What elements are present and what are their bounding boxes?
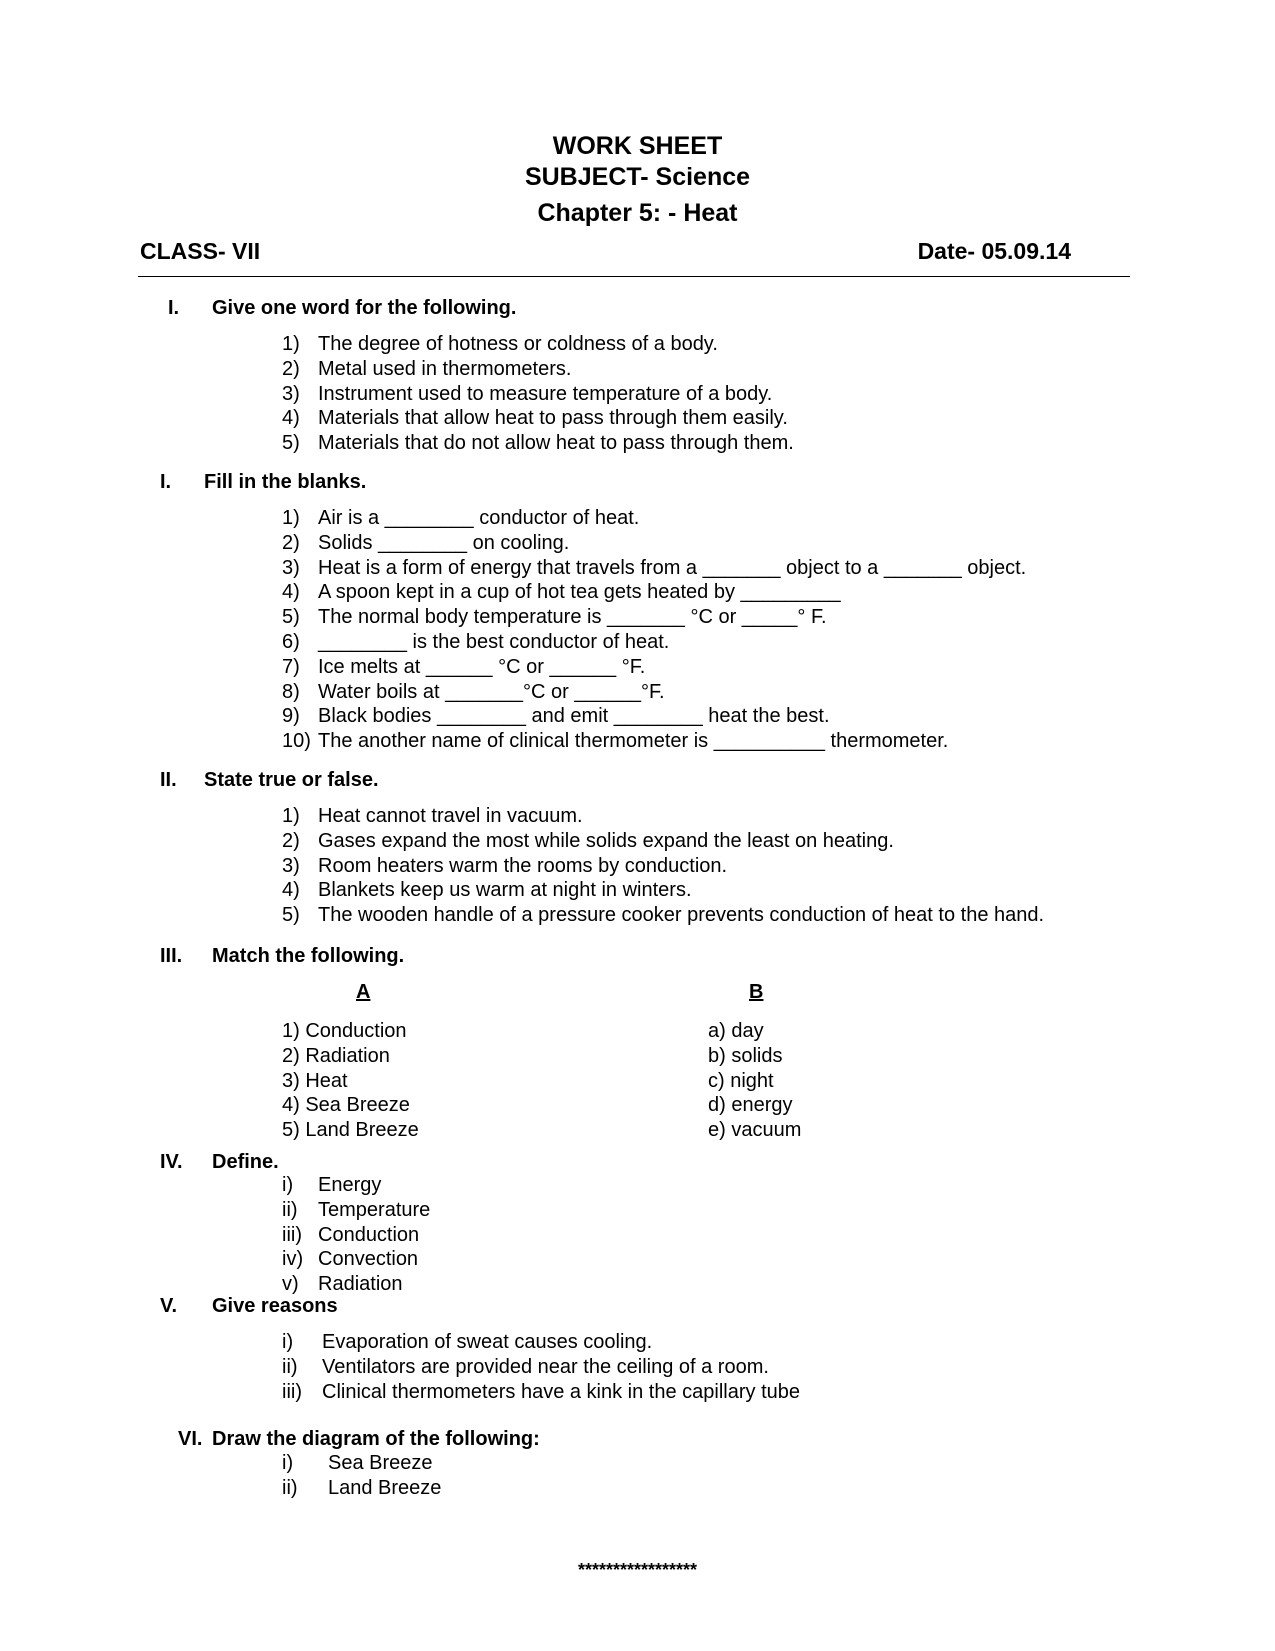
item-text: Blankets keep us warm at night in winters.: [318, 879, 692, 902]
list-item: [282, 357, 1182, 382]
item-number: 3): [282, 556, 300, 579]
list-item: [282, 1380, 1082, 1405]
list-item: [282, 704, 1182, 729]
section-number: III.: [160, 945, 183, 967]
item-text: Materials that do not allow heat to pass through them.: [318, 432, 794, 455]
item-number: 6): [282, 630, 300, 653]
item-number: 5): [282, 606, 300, 629]
item-number: 8): [282, 680, 300, 703]
item-text: Gases expand the most while solids expand the least on heating.: [318, 829, 894, 852]
list-item: [282, 1198, 782, 1223]
section-heading-text: Give one word for the following.: [212, 297, 517, 319]
item-number: 4): [282, 581, 300, 604]
item-number: 5): [282, 904, 300, 927]
subject-title: SUBJECT- Science: [524, 163, 751, 191]
fill-blanks-list: [282, 506, 1182, 754]
item-number: 4): [282, 407, 300, 430]
list-item: [282, 1355, 1082, 1380]
list-item: [282, 580, 1182, 605]
item-text: Ice melts at ______ °C or ______ °F.: [318, 655, 646, 678]
match-column-b: [708, 1019, 801, 1143]
item-text: Black bodies ________ and emit ________ heat the best.: [318, 705, 830, 728]
item-text: Evaporation of sweat causes cooling.: [322, 1331, 653, 1353]
item-number: 2): [282, 357, 300, 380]
worksheet-title: WORK SHEET: [552, 132, 723, 160]
list-item: 5) Land Breeze: [282, 1119, 419, 1142]
item-text: Heat is a form of energy that travels from a _______ object to a _______ object.: [318, 556, 1027, 579]
section-heading-text: Draw the diagram of the following:: [212, 1428, 540, 1450]
list-item: [282, 332, 1182, 357]
header-rule: [138, 276, 1130, 277]
list-item: [282, 903, 1182, 928]
list-item: [282, 1451, 782, 1476]
one-word-list: [282, 332, 1182, 456]
item-text: The wooden handle of a pressure cooker prevents conduction of heat to the hand.: [318, 904, 1045, 927]
list-item: 2) Radiation: [282, 1044, 390, 1067]
item-text: The normal body temperature is _______ °C or _____° F.: [318, 606, 827, 629]
section-number: V.: [160, 1295, 178, 1317]
list-item: [282, 854, 1182, 879]
item-text: Conduction: [318, 1223, 420, 1246]
item-number: 2): [282, 531, 300, 554]
item-text: Sea Breeze: [328, 1452, 433, 1474]
true-false-list: [282, 804, 1182, 928]
item-text: Air is a ________ conductor of heat.: [318, 507, 640, 529]
list-item: [282, 829, 1182, 854]
item-number: i): [282, 1174, 294, 1196]
item-number: ii): [282, 1355, 298, 1378]
item-number: 3): [282, 382, 300, 405]
list-item: [282, 1476, 782, 1501]
list-item: [282, 1330, 1082, 1355]
list-item: [282, 680, 1182, 705]
section-heading-text: State true or false.: [204, 769, 379, 791]
match-column-a: [282, 1019, 419, 1143]
list-item: b) solids: [708, 1044, 783, 1067]
item-number: iii): [282, 1223, 302, 1246]
section-number: VI.: [178, 1428, 203, 1450]
item-text: Energy: [318, 1174, 382, 1196]
item-number: 3): [282, 854, 300, 877]
item-number: 1): [282, 507, 300, 529]
list-item: [282, 729, 1182, 754]
item-number: 5): [282, 432, 300, 455]
item-text: A spoon kept in a cup of hot tea gets heated by _________: [318, 581, 841, 604]
item-number: 7): [282, 655, 300, 678]
item-text: Metal used in thermometers.: [318, 357, 572, 380]
list-item: [282, 630, 1182, 655]
item-number: iii): [282, 1380, 302, 1403]
item-number: 1): [282, 805, 300, 827]
item-number: 10): [282, 730, 311, 753]
list-item: [282, 531, 1182, 556]
section-number: II.: [160, 769, 177, 791]
list-item: [282, 1223, 782, 1248]
item-text: The another name of clinical thermometer is __________ thermometer.: [318, 730, 949, 753]
section-heading-text: Define.: [212, 1151, 279, 1173]
list-item: [282, 804, 1182, 829]
list-item: [282, 406, 1182, 431]
item-number: ii): [282, 1198, 298, 1221]
item-text: Clinical thermometers have a kink in the capillary tube: [322, 1380, 800, 1403]
item-text: Room heaters warm the rooms by conduction.: [318, 854, 728, 877]
section-heading-text: Fill in the blanks.: [204, 471, 367, 493]
date-label: Date- 05.09.14: [917, 238, 1071, 264]
item-number: 9): [282, 705, 300, 728]
list-item: [282, 431, 1182, 456]
footer-stars: *****************: [577, 1560, 698, 1580]
list-item: d) energy: [708, 1094, 793, 1117]
match-column-b-head: B: [749, 981, 764, 1003]
match-column-a-head: A: [356, 981, 371, 1003]
item-text: ________ is the best conductor of heat.: [318, 630, 670, 653]
item-number: ii): [282, 1476, 298, 1499]
list-item: [282, 655, 1182, 680]
item-text: Heat cannot travel in vacuum.: [318, 805, 583, 827]
item-number: 1): [282, 333, 300, 355]
item-number: i): [282, 1452, 294, 1474]
section-number: I.: [160, 471, 172, 493]
list-item: 3) Heat: [282, 1069, 348, 1092]
item-text: Land Breeze: [328, 1476, 442, 1499]
list-item: [282, 556, 1182, 581]
item-number: v): [282, 1273, 299, 1296]
list-item: [282, 506, 1182, 531]
define-list: [282, 1173, 782, 1297]
list-item: [282, 1247, 782, 1272]
section-heading-text: Give reasons: [212, 1295, 338, 1317]
list-item: [282, 1173, 782, 1198]
item-text: Temperature: [318, 1198, 431, 1221]
list-item: e) vacuum: [708, 1119, 802, 1142]
chapter-title: Chapter 5: - Heat: [537, 199, 738, 227]
list-item: [282, 605, 1182, 630]
item-text: Water boils at _______°C or ______°F.: [318, 680, 665, 703]
item-number: i): [282, 1331, 294, 1353]
list-item: 4) Sea Breeze: [282, 1094, 410, 1117]
item-text: The degree of hotness or coldness of a body.: [318, 333, 718, 355]
list-item: 1) Conduction: [282, 1020, 407, 1042]
list-item: [282, 878, 1182, 903]
section-number: IV.: [160, 1151, 183, 1173]
item-number: iv): [282, 1248, 304, 1271]
item-text: Instrument used to measure temperature of a body.: [318, 382, 773, 405]
list-item: a) day: [708, 1020, 764, 1042]
item-number: 4): [282, 879, 300, 902]
item-text: Solids ________ on cooling.: [318, 531, 570, 554]
item-text: Convection: [318, 1248, 419, 1271]
section-heading-text: Match the following.: [212, 945, 405, 967]
item-text: Ventilators are provided near the ceiling of a room.: [322, 1355, 769, 1378]
list-item: [282, 382, 1182, 407]
list-item: c) night: [708, 1069, 774, 1092]
item-text: Materials that allow heat to pass through them easily.: [318, 407, 788, 430]
class-label: CLASS- VII: [140, 238, 261, 264]
list-item: [282, 1272, 782, 1297]
item-number: 2): [282, 829, 300, 852]
item-text: Radiation: [318, 1273, 403, 1296]
reasons-list: [282, 1330, 1082, 1404]
section-number: I.: [168, 297, 180, 319]
diagram-list: [282, 1451, 782, 1501]
